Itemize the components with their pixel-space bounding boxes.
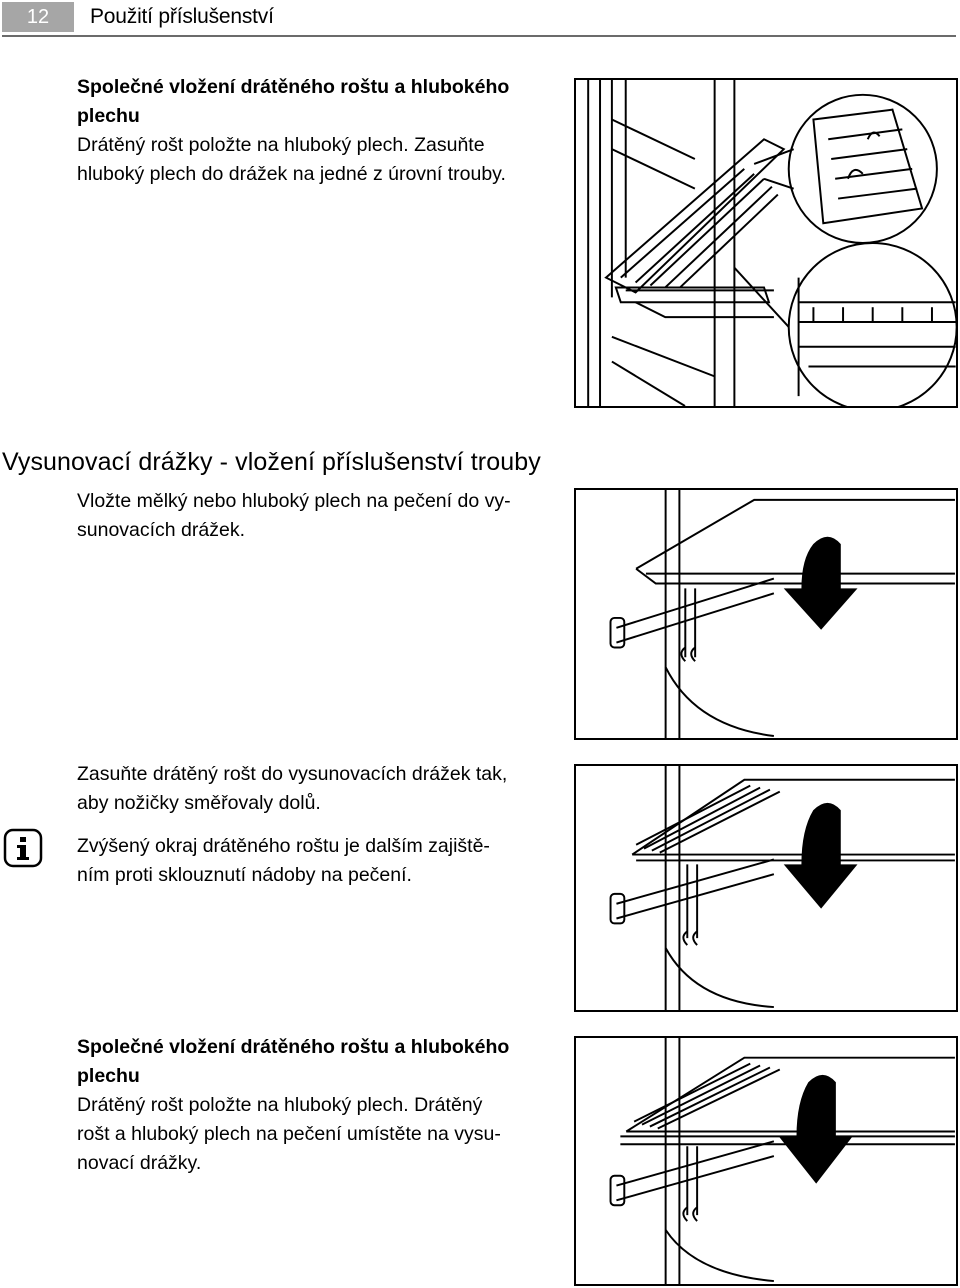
section-text-cont2: novací drážky. xyxy=(77,1152,202,1174)
illustration-shelf-on-pan xyxy=(574,78,958,408)
arrow-down-icon xyxy=(779,1075,853,1184)
section-text-cont: sunovacích drážek. xyxy=(77,519,246,541)
section-text: Vložte mělký nebo hluboký plech na pečení do vy- xyxy=(77,490,511,512)
arrow-down-icon xyxy=(784,803,858,909)
page-number: 12 xyxy=(2,2,74,32)
illustration-tray-on-runners xyxy=(574,488,958,740)
section-text: Drátěný rošt položte na hluboký plech. Zasuňte xyxy=(77,134,485,156)
section-title: Společné vložení drátěného roštu a hlubokého xyxy=(77,76,510,98)
section-wire-shelf-deep-pan xyxy=(77,73,567,189)
section-wire-shelf-runners xyxy=(77,760,567,818)
illustration-wire-shelf-on-runners xyxy=(574,764,958,1012)
section-text-cont: hluboký plech do drážek na jedné z úrovní trouby. xyxy=(77,163,506,185)
section-heading-telescopic-runners: Vysunovací drážky - vložení příslušenství trouby xyxy=(2,448,541,476)
page-header-title: Použití příslušenství xyxy=(90,5,274,28)
section-title-cont: plechu xyxy=(77,1065,140,1087)
section-telescopic-runners xyxy=(77,487,567,545)
shelf-pan-runners-drawing xyxy=(576,1038,956,1284)
section-title: Společné vložení drátěného roštu a hlubokého xyxy=(77,1036,510,1058)
info-text: Zvýšený okraj drátěného roštu je dalším zajiště- xyxy=(77,835,490,857)
info-text-cont: ním proti sklouznutí nádoby na pečení. xyxy=(77,864,412,886)
wire-shelf-runners-drawing xyxy=(576,766,956,1010)
section-text: Zasuňte drátěný rošt do vysunovacích drážek tak, xyxy=(77,763,508,785)
section-text-cont: aby nožičky směřovaly dolů. xyxy=(77,792,321,814)
info-icon xyxy=(3,828,43,868)
section-title-cont: plechu xyxy=(77,105,140,127)
oven-shelf-drawing xyxy=(576,80,956,406)
info-note xyxy=(77,832,567,890)
tray-runners-drawing xyxy=(576,490,956,738)
header-divider xyxy=(2,35,956,37)
section-shelf-pan-runners xyxy=(77,1033,567,1178)
section-text: Drátěný rošt položte na hluboký plech. Drátěný xyxy=(77,1094,483,1116)
section-text-cont: rošt a hluboký plech na pečení umístěte na vysu- xyxy=(77,1123,501,1145)
illustration-shelf-pan-on-runners xyxy=(574,1036,958,1286)
